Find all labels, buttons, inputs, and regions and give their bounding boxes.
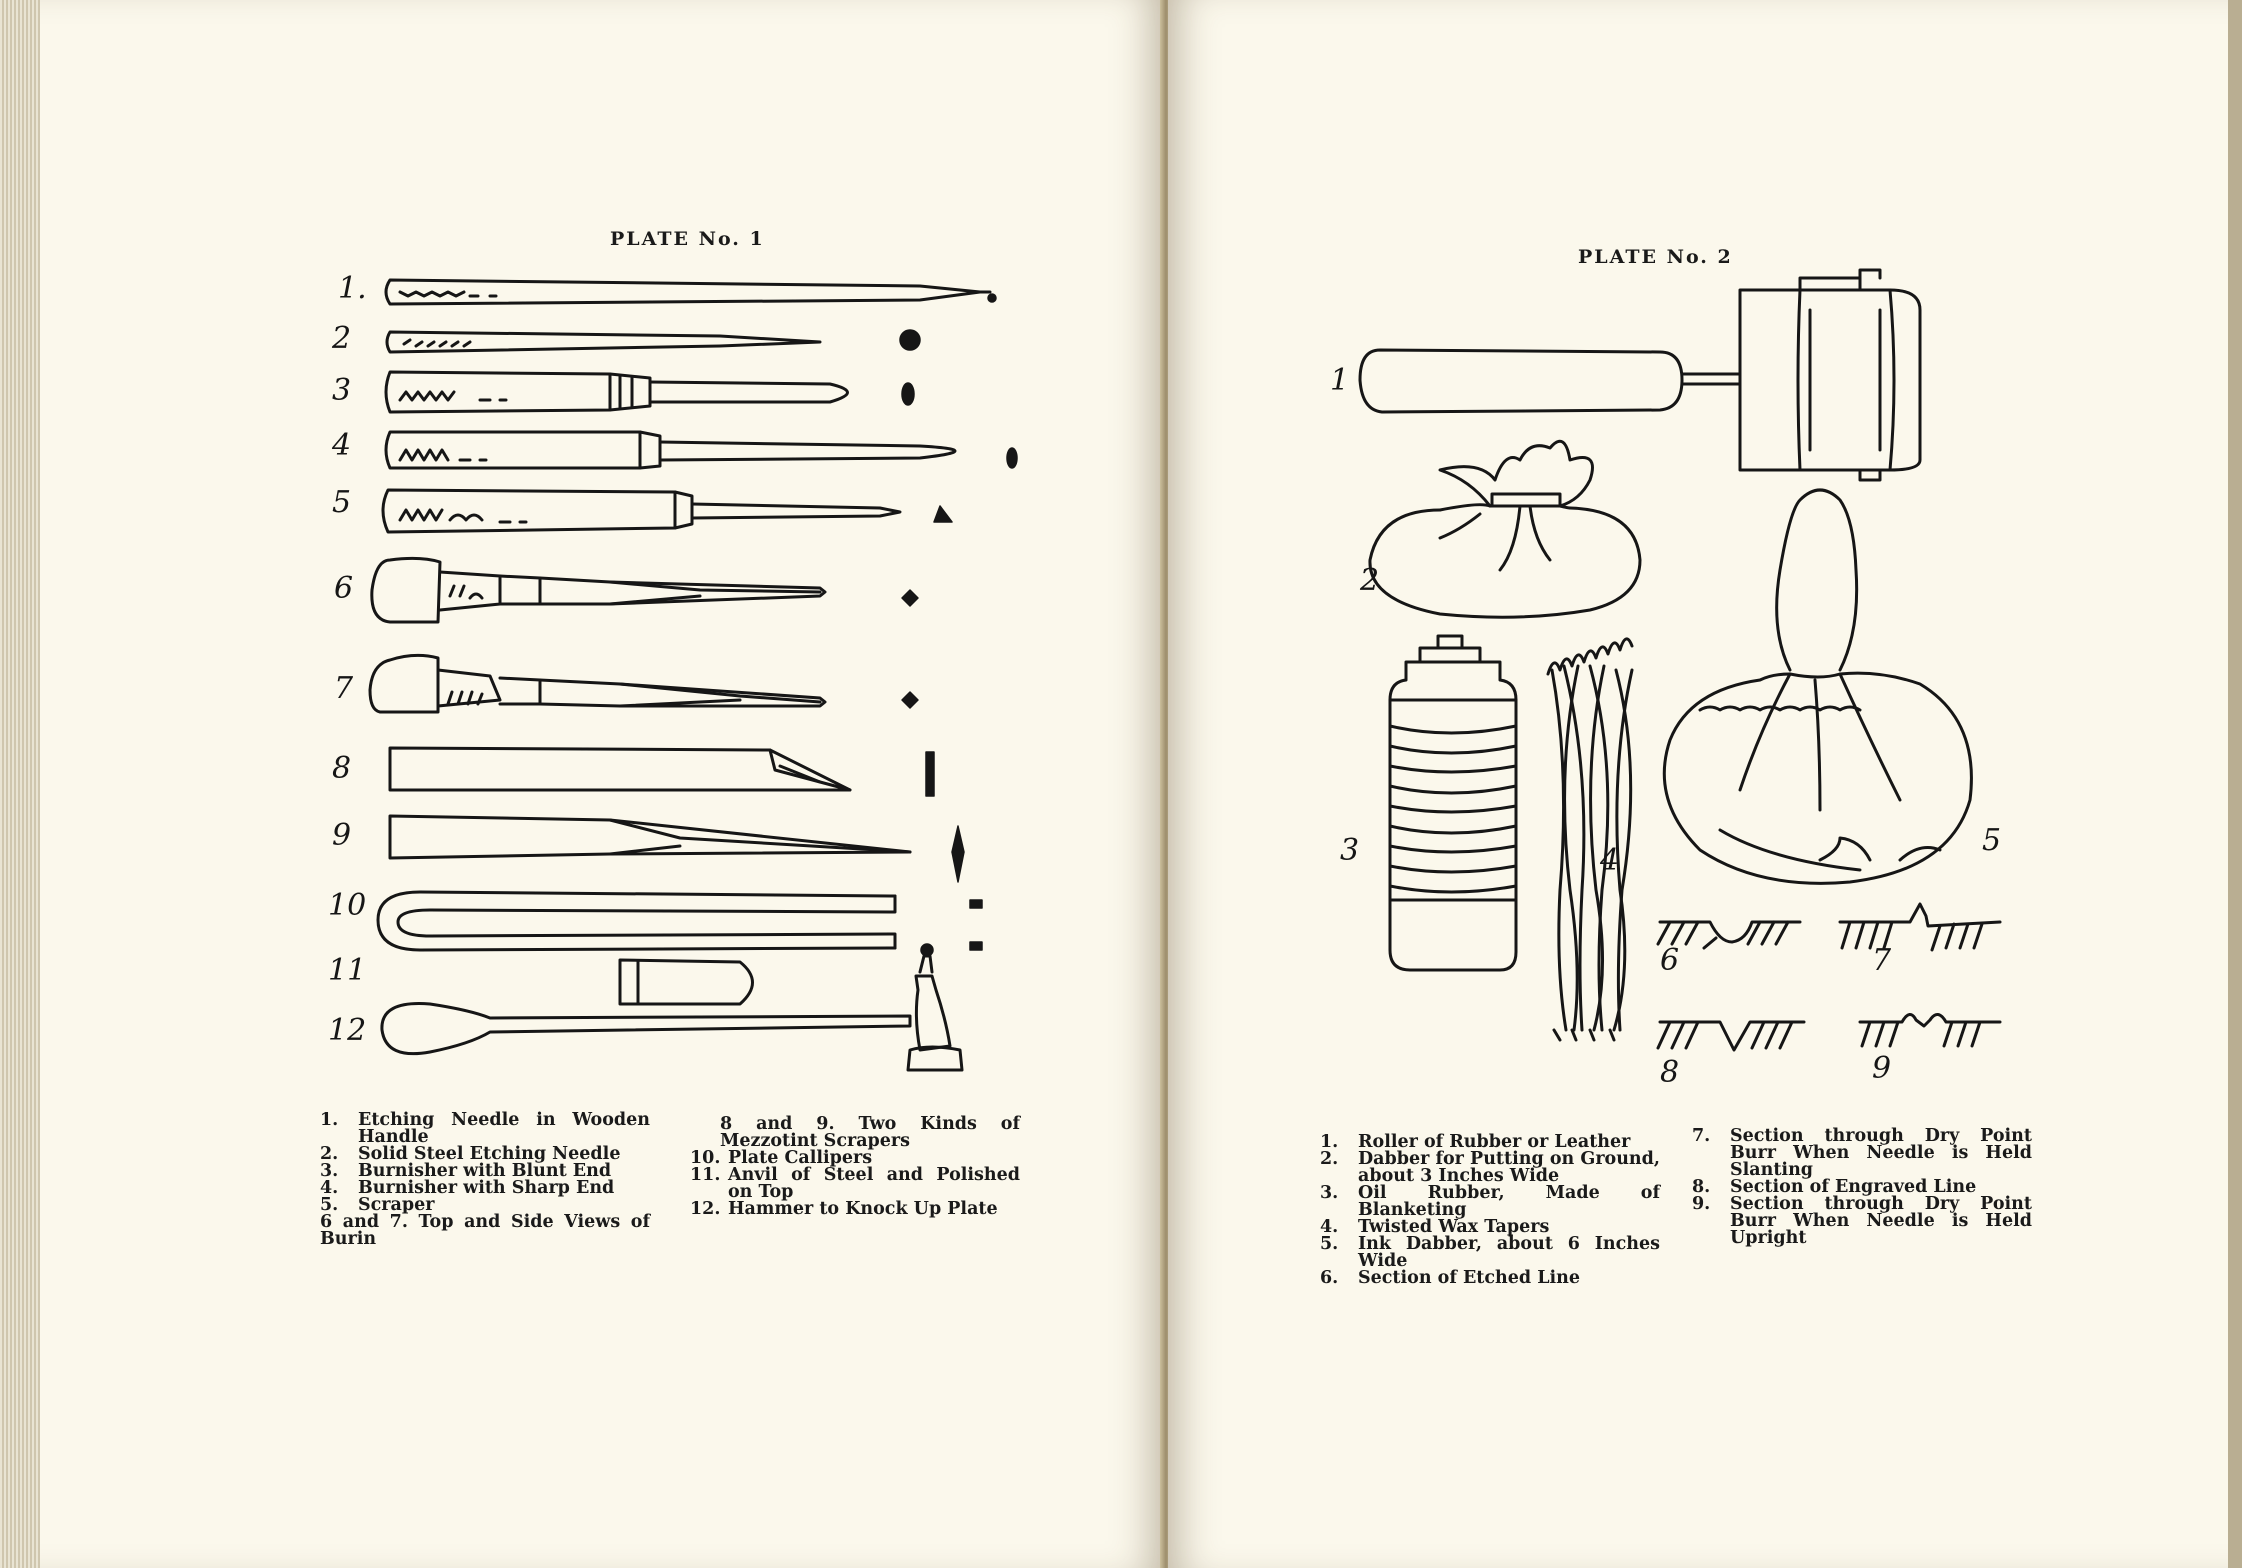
etched-line-section-drawing bbox=[1658, 922, 1800, 948]
caption-item: 7. Section through Dry Point Burr When Needle is Held Slanting bbox=[1692, 1126, 2032, 1180]
caption-item: 8. Section of Engraved Line bbox=[1692, 1177, 1977, 1197]
fig-label-6: 6 bbox=[1660, 943, 1680, 978]
drypoint-upright-section-drawing bbox=[1860, 1014, 2000, 1046]
fig-label-8: 8 bbox=[332, 751, 352, 786]
caption-item: 6. Section of Etched Line bbox=[1320, 1268, 1581, 1288]
fig-label-4: 4 bbox=[1600, 843, 1620, 878]
anvil-drawing bbox=[620, 960, 753, 1004]
fig-label-3: 3 bbox=[1340, 833, 1360, 868]
caption-item: 4. Twisted Wax Tapers bbox=[1320, 1217, 1550, 1237]
fig-label-4: 4 bbox=[332, 428, 352, 463]
plate-2-captions-col2 bbox=[1692, 1128, 2032, 1247]
burnisher-blunt-drawing bbox=[386, 372, 914, 412]
ink-dabber-drawing bbox=[1664, 490, 1971, 883]
plate-callipers-drawing bbox=[378, 892, 982, 950]
fig-label-5: 5 bbox=[332, 485, 352, 520]
plate-2-captions-col1 bbox=[1320, 1134, 1660, 1287]
caption-item: 5. Scraper bbox=[320, 1195, 435, 1215]
roller-drawing bbox=[1360, 270, 1920, 480]
caption-item: 4. Burnisher with Sharp End bbox=[320, 1178, 615, 1198]
fig-label-2: 2 bbox=[1360, 563, 1380, 598]
caption-item: 9. Section through Dry Point Burr When Needle is Held Upright bbox=[1692, 1194, 2032, 1248]
fig-label-8: 8 bbox=[1660, 1055, 1680, 1090]
fig-label-9: 9 bbox=[332, 818, 352, 853]
plate-2-illustration bbox=[1320, 270, 2040, 1120]
burin-side-view-drawing bbox=[370, 655, 918, 712]
fig-label-1: 1 bbox=[1330, 363, 1350, 398]
fig-label-6: 6 bbox=[334, 571, 354, 606]
mezzotint-scraper-2-drawing bbox=[390, 816, 964, 882]
scraper-drawing bbox=[383, 490, 952, 532]
caption-item: 6 and 7. Top and Side Views of Burin bbox=[320, 1212, 650, 1249]
plate-1-captions-col1 bbox=[320, 1112, 650, 1248]
oil-rubber-drawing bbox=[1390, 636, 1516, 970]
engraved-line-section-drawing bbox=[1658, 1022, 1804, 1050]
mezzotint-scraper-1-drawing bbox=[390, 748, 934, 796]
caption-item: 3. Burnisher with Blunt End bbox=[320, 1161, 612, 1181]
plate-2-title: PLATE No. 2 bbox=[1578, 246, 1733, 268]
fig-label-1: 1. bbox=[338, 271, 367, 306]
caption-item: 1. Roller of Rubber or Leather bbox=[1320, 1132, 1631, 1152]
caption-item: 3. Oil Rubber, Made of Blanketing bbox=[1320, 1183, 1660, 1220]
plate-1-captions-col2 bbox=[690, 1116, 1020, 1218]
plate-1-illustration bbox=[320, 260, 1040, 1090]
drypoint-slanting-section-drawing bbox=[1840, 904, 2000, 950]
caption-item: 10. Plate Callipers bbox=[690, 1148, 873, 1168]
caption-item: 1. Etching Needle in Wooden Handle bbox=[320, 1110, 650, 1147]
caption-item: 5. Ink Dabber, about 6 Inches Wide bbox=[1320, 1234, 1660, 1271]
fig-label-12: 12 bbox=[328, 1013, 367, 1048]
etching-needle-drawing bbox=[386, 280, 996, 304]
fig-label-7: 7 bbox=[1872, 943, 1892, 978]
page-edges-right bbox=[2228, 0, 2242, 1568]
wax-tapers-drawing bbox=[1548, 639, 1632, 1040]
fig-label-5: 5 bbox=[1982, 823, 2002, 858]
caption-item: 12. Hammer to Knock Up Plate bbox=[690, 1199, 998, 1219]
burnisher-sharp-drawing bbox=[386, 432, 1017, 468]
caption-item: 2. Solid Steel Etching Needle bbox=[320, 1144, 621, 1164]
fig-label-11: 11 bbox=[328, 953, 367, 988]
fig-label-9: 9 bbox=[1872, 1051, 1892, 1086]
caption-item: 2. Dabber for Putting on Ground, about 3 Inches Wide bbox=[1320, 1149, 1660, 1186]
caption-item: 8 and 9. Two Kinds of Mezzotint Scrapers bbox=[720, 1114, 1020, 1151]
hammer-drawing bbox=[382, 944, 962, 1070]
fig-label-7: 7 bbox=[334, 671, 354, 706]
plate-1-title: PLATE No. 1 bbox=[610, 228, 765, 250]
caption-item: 11. Anvil of Steel and Polished on Top bbox=[690, 1165, 1020, 1202]
burin-top-view-drawing bbox=[372, 558, 918, 622]
dabber-ground-drawing bbox=[1370, 441, 1640, 617]
fig-label-2: 2 bbox=[332, 321, 352, 356]
fig-label-10: 10 bbox=[328, 888, 367, 923]
fig-label-3: 3 bbox=[332, 373, 352, 408]
solid-steel-needle-drawing bbox=[387, 330, 920, 352]
